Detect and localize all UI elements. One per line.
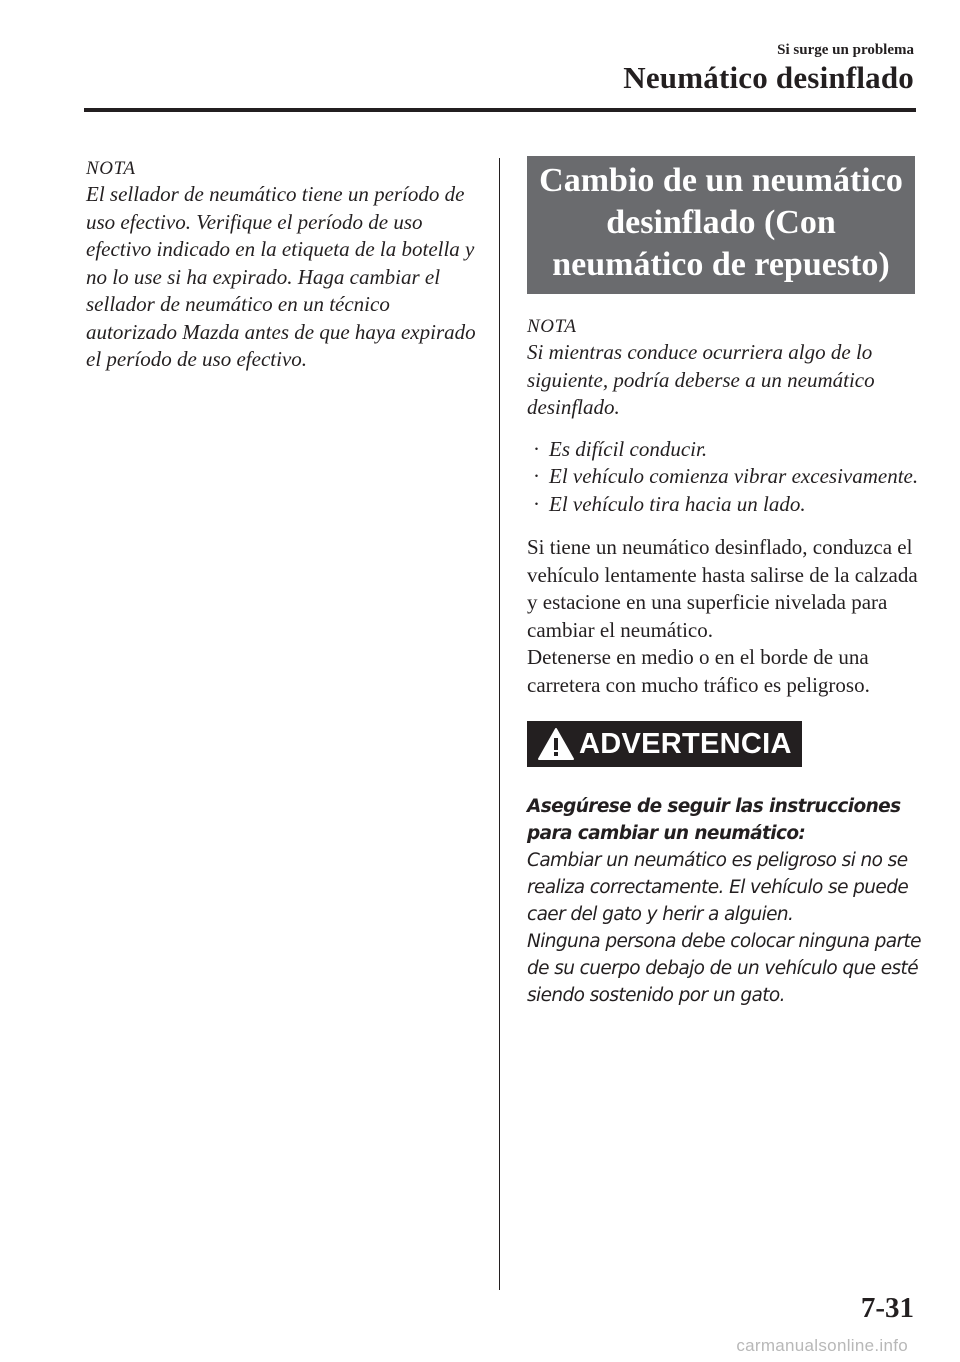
section-title: Neumático desinflado xyxy=(623,60,914,95)
column-divider xyxy=(499,158,500,1290)
symptom-list xyxy=(527,436,921,519)
section-heading: Cambio de un neumático desinflado (Con neumático de repuesto) xyxy=(527,156,915,294)
list-item: · El vehículo comienza vibrar excesivamente. xyxy=(533,464,919,488)
list-item: · El vehículo tira hacia un lado. xyxy=(533,491,806,516)
body-paragraph: Si tiene un neumático desinflado, conduzca el vehículo lentamente hasta salirse de la calzada y estacione en una superficie nivelada para cambiar el neumático. Detenerse en medio o en el borde de una carretera con mucho tráfico es peligroso. xyxy=(527,535,918,697)
header-rule xyxy=(84,108,916,112)
note-text: El sellador de neumático tiene un período de uso efectivo. Verifique el período de uso efectivo indicado en la etiqueta de la botella y no lo use si ha expirado. Haga cambiar el sellador de neumático en un técnico autorizado Mazda antes de que haya expirado el período de uso efectivo. xyxy=(86,182,476,371)
right-column xyxy=(527,156,921,1009)
warning-triangle-icon xyxy=(537,727,575,761)
warning-text: Asegúrese de seguir las instrucciones para cambiar un neumático: Cambiar un neumático es peligroso si no se realiza correctamente. El vehículo se puede caer del gato y herir a alguien. Ninguna persona debe colocar ninguna parte de su cuerpo debajo de un vehículo que esté siendo sostenido por un gato. xyxy=(527,796,921,1006)
watermark: carmanualsonline.info xyxy=(736,1336,908,1355)
warning-lead: Asegúrese de seguir las instrucciones para cambiar un neumático: xyxy=(527,796,901,844)
page-number: 7-31 xyxy=(860,1292,914,1324)
note-label: NOTA xyxy=(527,316,577,337)
note-label: NOTA xyxy=(86,158,136,179)
warning-block xyxy=(527,721,921,1009)
chapter-title: Si surge un problema xyxy=(777,42,914,58)
warning-banner xyxy=(527,721,802,767)
note-intro: Si mientras conduce ocurriera algo de lo siguiente, podría deberse a un neumático desinflado. xyxy=(527,340,875,419)
list-item: · Es difícil conducir. xyxy=(533,436,708,461)
left-column xyxy=(86,156,480,374)
warning-label: ADVERTENCIA xyxy=(579,727,792,760)
